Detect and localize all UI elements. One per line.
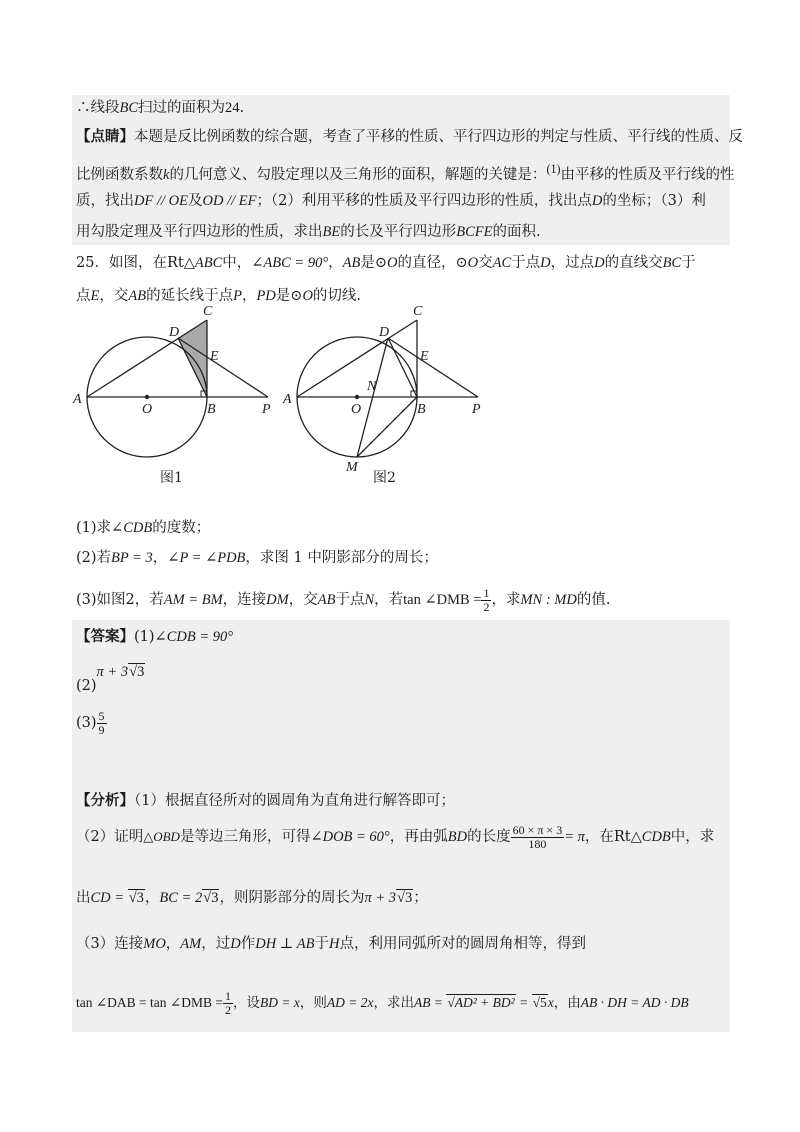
label-p: P bbox=[262, 402, 271, 417]
label-a-2: A bbox=[283, 392, 292, 407]
analysis-line-2: （2）证明△OBD是等边三角形，可得∠DOB = 60°，再由弧BD的长度 $\frac{60 \times \pi \times 3}{180}$ = π，在Rt△CDB中，求 bbox=[76, 822, 715, 851]
caption-fig1: 图1 bbox=[160, 470, 183, 485]
figure-2-labels bbox=[282, 305, 481, 475]
answer-1: 【答案】(1)∠CDB = 90° bbox=[76, 628, 234, 645]
label-c: C bbox=[203, 305, 213, 319]
analysis-tag: 【分析】 bbox=[76, 792, 134, 809]
comment-tag: 【点睛】 bbox=[76, 128, 134, 145]
geometry-figures bbox=[0, 305, 800, 485]
label-p-2: P bbox=[472, 402, 481, 417]
problem-line-1: 25．如图，在Rt△ABC中，∠ABC = 90°，AB是⊙O的直径，⊙O交AC于点D，过点D的直线交BC于 bbox=[76, 255, 696, 271]
fraction-half: $\frac{1}{2}$ bbox=[483, 585, 490, 614]
figure-1 bbox=[87, 320, 268, 457]
problem-line-2: 点E，交AB的延长线于点P，PD是⊙O的切线. bbox=[76, 288, 362, 304]
label-a: A bbox=[73, 392, 82, 407]
label-o-2: O bbox=[351, 402, 362, 417]
analysis-line-1: 【分析】（1）根据直径所对的圆周角为直角进行解答即可； bbox=[76, 792, 455, 809]
comment-line-4: 用勾股定理及平行四边形的性质，求出BE的长及平行四边形BCFE的面积. bbox=[76, 224, 541, 240]
answer-tag: 【答案】 bbox=[76, 628, 134, 645]
conclusion-line: ∴线段BC扫过的面积为24. bbox=[76, 100, 245, 116]
label-n-2: N bbox=[367, 379, 377, 394]
label-d-2: D bbox=[379, 325, 390, 340]
question-2: (2)若BP = 3，∠P = ∠PDB，求图 1 中阴影部分的周长； bbox=[76, 550, 438, 566]
fraction-half-2: $\frac{1}{2}$ bbox=[224, 989, 231, 1017]
comment-line-2: 比例函数系数k的几何意义、勾股定理以及三角形的面积，解题的关键是：$^{(1)}$由平移的性质及平行线的性 bbox=[76, 162, 735, 183]
analysis-line-4: （3）连接MO，AM，过D作DH ⊥ AB于H点，利用同弧所对的圆周角相等，得到 bbox=[76, 936, 586, 952]
comment-line-3: 质，找出DF // OE及OD // EF；（2）利用平移的性质及平行四边形的性质，找出点D的坐标；（3）利 bbox=[76, 193, 706, 209]
caption-fig2: 图2 bbox=[373, 470, 396, 485]
label-b-2: B bbox=[417, 402, 426, 417]
comment-line-1: 【点睛】本题是反比例函数的综合题，考查了平移的性质、平行四边形的判定与性质、平行线的性质、反 bbox=[76, 128, 743, 145]
label-m-2: M bbox=[346, 460, 358, 475]
analysis-line-3: 出CD = √3，BC = 2√3，则阴影部分的周长为π + 3√3； bbox=[76, 890, 428, 906]
fraction-five-ninths: $\frac{5}{9}$ bbox=[98, 708, 105, 737]
line-mb bbox=[357, 397, 417, 457]
label-c-2: C bbox=[413, 305, 423, 319]
center-dot-fig2 bbox=[355, 395, 359, 399]
figure-2 bbox=[297, 320, 478, 457]
label-e: E bbox=[210, 349, 219, 364]
line-dp bbox=[178, 338, 268, 397]
label-o: O bbox=[142, 402, 153, 417]
label-e-2: E bbox=[420, 349, 429, 364]
figure-1-labels bbox=[72, 305, 271, 417]
line-dp-2 bbox=[388, 338, 478, 397]
answer-2: (2)π + 3√3 bbox=[76, 664, 145, 694]
line-ac-2 bbox=[297, 320, 417, 397]
center-dot-fig1 bbox=[145, 395, 149, 399]
label-d: D bbox=[169, 325, 180, 340]
question-1: (1)求∠CDB的度数； bbox=[76, 520, 211, 536]
analysis-line-5: tan ∠DAB = tan ∠DMB = $\frac{1}{2}$ ，设BD = x，则AD = 2x，求出AB = √AD² + BD² = √5x，由AB · DH = AD · DB bbox=[76, 989, 689, 1017]
question-3: (3)如图2，若AM = BM，连接DM，交AB于点N，若tan ∠DMB = $\frac{1}{2}$ ，求MN : MD的值. bbox=[76, 585, 611, 614]
fraction-arc-length: $\frac{60 \times \pi \times 3}{180}$ bbox=[512, 822, 563, 851]
label-b: B bbox=[207, 402, 216, 417]
answer-3: (3) $\frac{5}{9}$ bbox=[76, 708, 105, 737]
